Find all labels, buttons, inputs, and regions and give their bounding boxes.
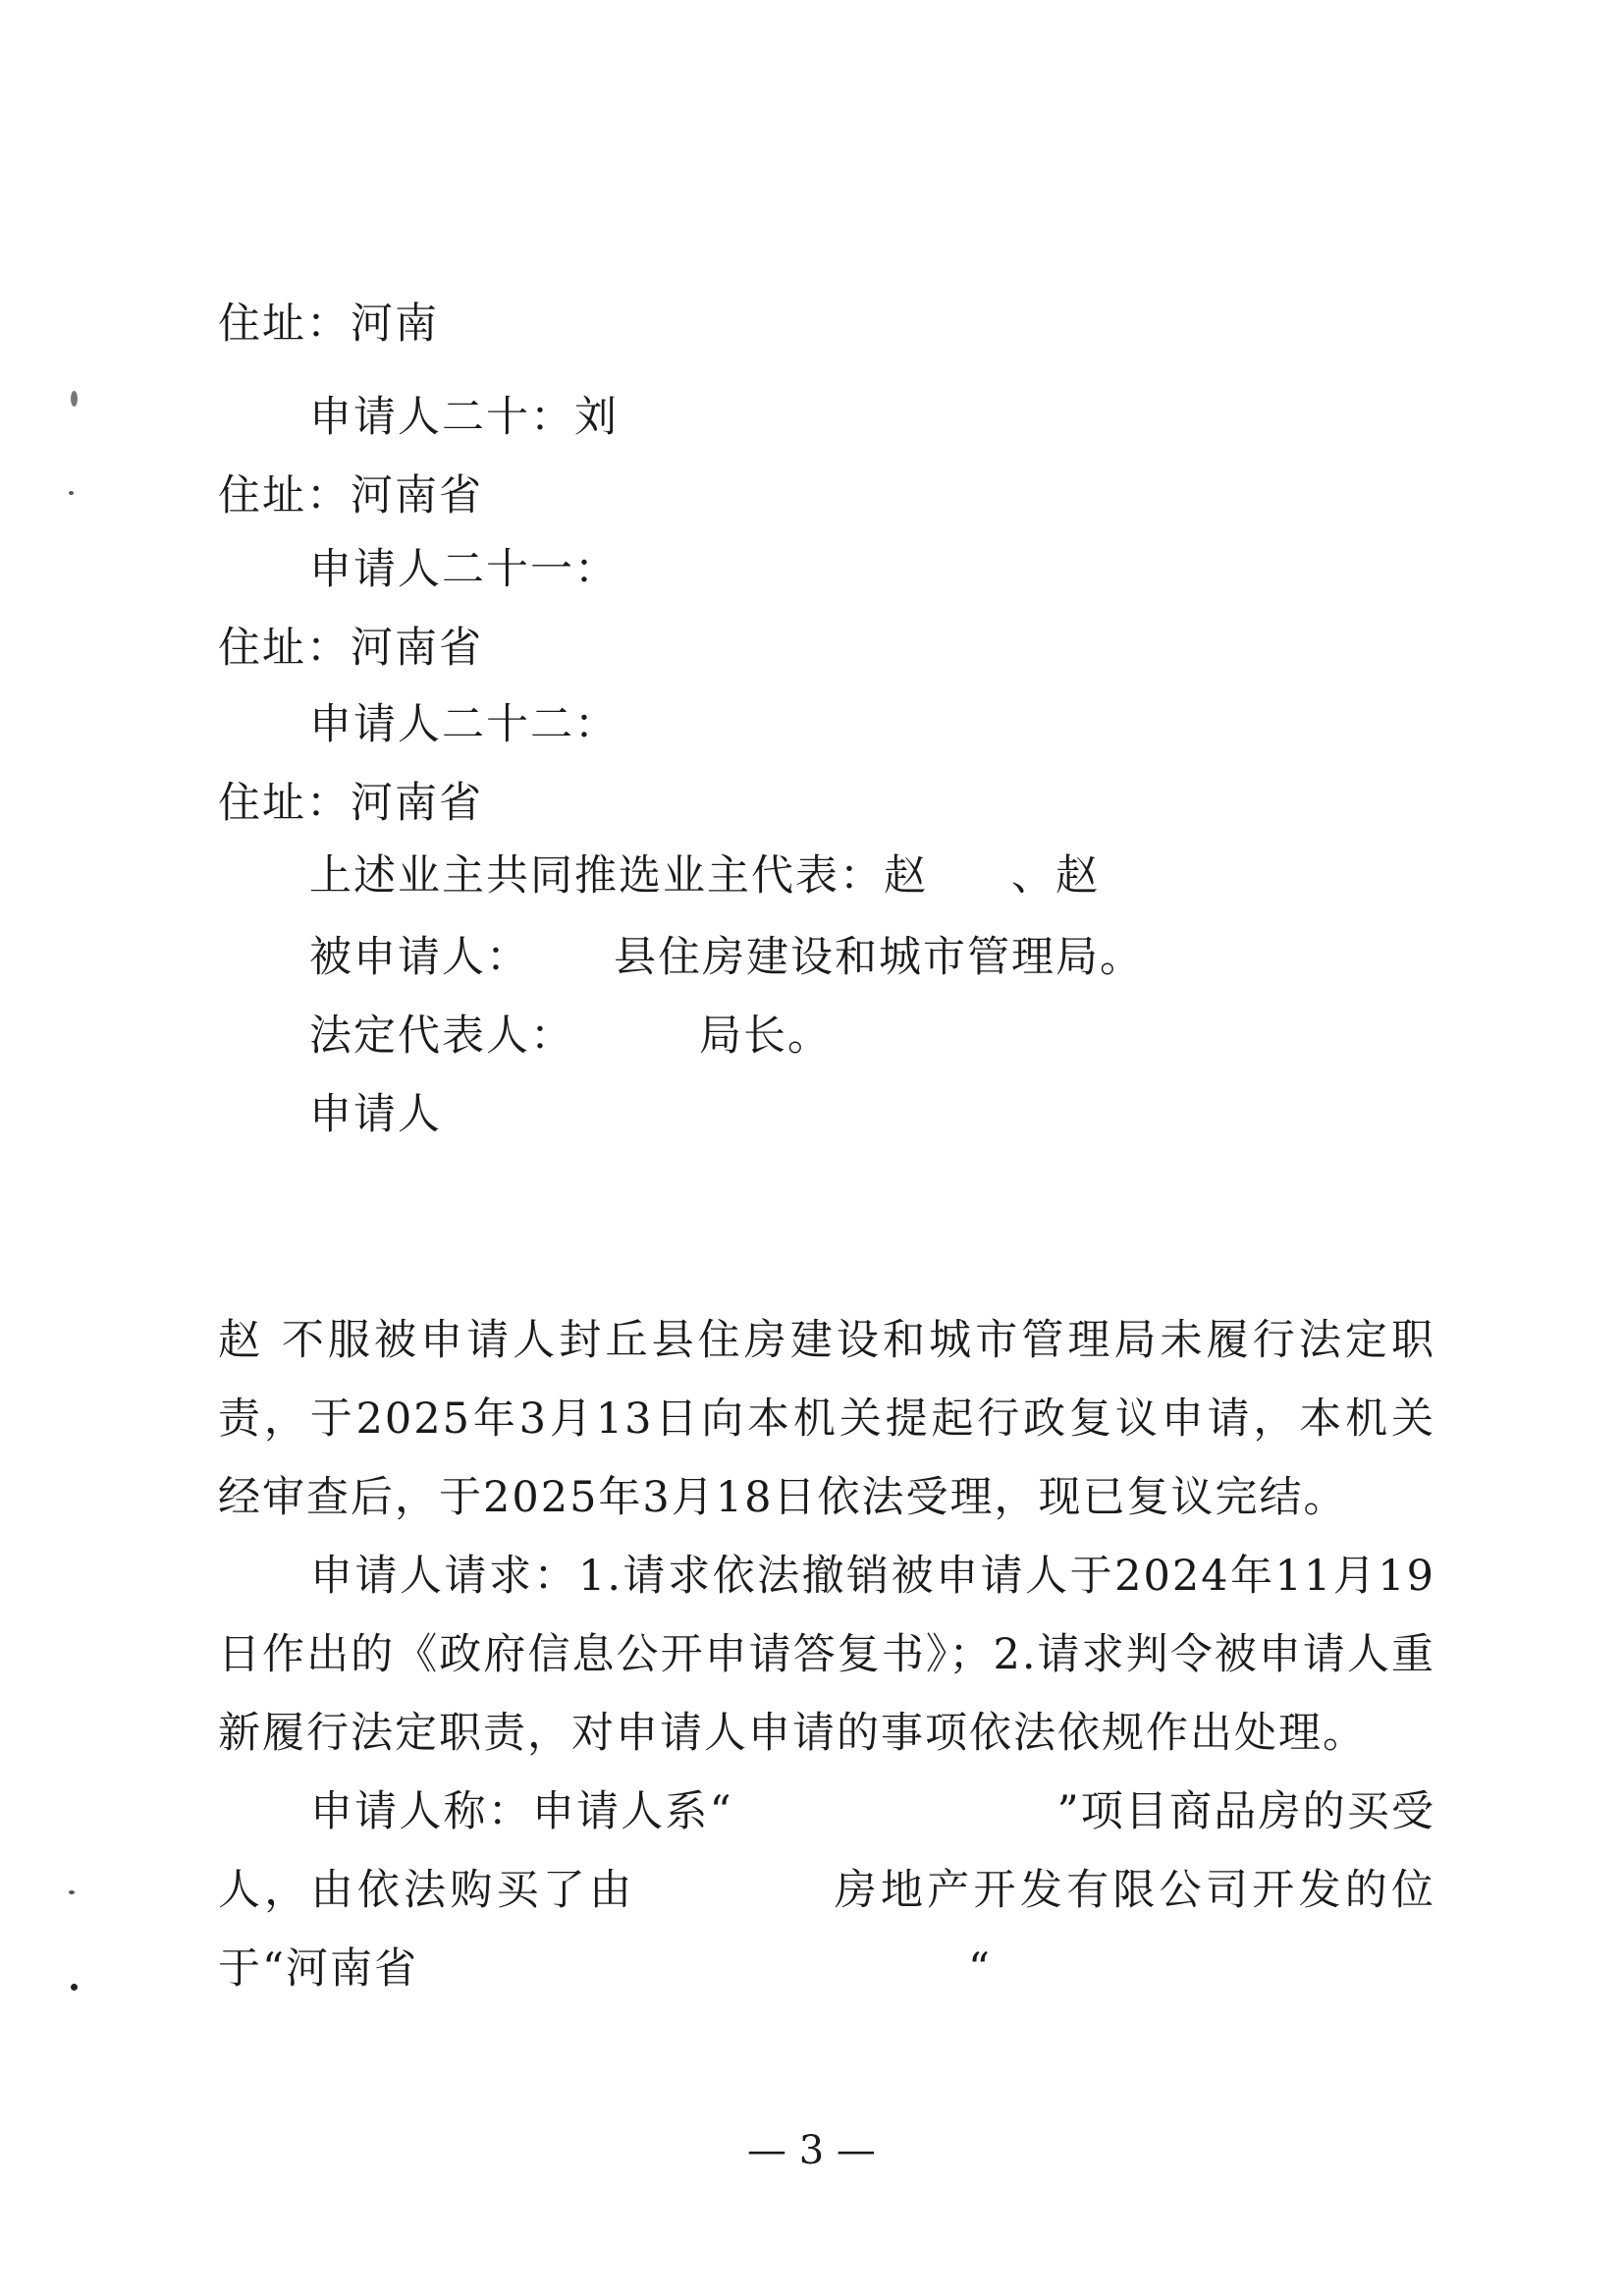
scan-speck bbox=[71, 1984, 78, 1991]
page-number: — 3 — bbox=[747, 2128, 876, 2173]
applicant-21-line: 申请人二十一： bbox=[309, 545, 619, 594]
scan-speck bbox=[71, 391, 78, 407]
respondent-label: 被申请人： bbox=[309, 933, 530, 982]
statement-part-4: “ bbox=[967, 1944, 992, 1994]
body-text bbox=[218, 1301, 1435, 2008]
paragraph-requests: 申请人请求：1.请求依法撤销被申请人于2024年11月19日作出的《政府信息公开申请答复书》；2.请求判令被申请人重新履行法定职责，对申请人申请的事项依法依规作出处理。 bbox=[218, 1552, 1435, 1758]
statement-part-2: ”项目商品房的买受人，由依法购买了由 bbox=[218, 1787, 1436, 1915]
address-line-2: 住址：河南省 bbox=[218, 471, 483, 520]
paragraph-statement bbox=[218, 1773, 1435, 2008]
address-line-4: 住址：河南省 bbox=[218, 779, 483, 828]
address-line-3: 住址：河南省 bbox=[218, 624, 483, 673]
applicant-20-line: 申请人二十：刘 bbox=[309, 393, 619, 442]
paragraph-intro: 赵 不服被申请人封丘县住房建设和城市管理局未履行法定职责，于2025年3月13日向本机关提起行政复议申请，本机关经审查后，于2025年3月18日依法受理，现已复议完结。 bbox=[218, 1316, 1435, 1522]
address-line-1: 住址：河南 bbox=[218, 300, 439, 349]
respondent-name: 县住房建设和城市管理局。 bbox=[614, 933, 1144, 982]
legal-representative-title: 局长。 bbox=[699, 1011, 832, 1061]
owner-representatives-label: 上述业主共同推选业主代表：赵 bbox=[309, 851, 928, 901]
statement-part-1: 申请人称：申请人系“ bbox=[310, 1787, 733, 1836]
applicant-22-line: 申请人二十二： bbox=[309, 700, 619, 749]
legal-representative-label: 法定代表人： bbox=[309, 1011, 574, 1061]
statement-part-3: 房地产开发有限公司开发的位于“河南省 bbox=[218, 1866, 1436, 1994]
scan-speck bbox=[69, 491, 74, 495]
applicant-summary-line: 申请人 bbox=[309, 1090, 442, 1139]
owner-representatives-tail: 、赵 bbox=[1011, 851, 1100, 901]
scan-speck bbox=[69, 1890, 75, 1894]
